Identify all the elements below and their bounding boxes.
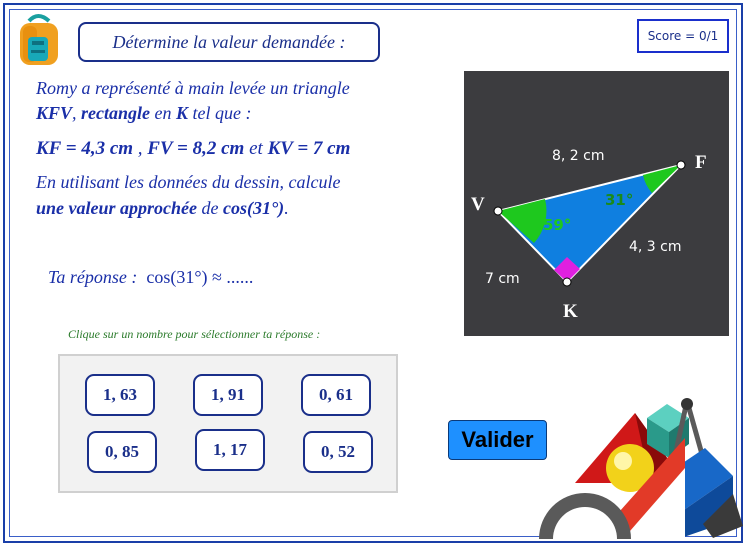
triangle-drawing: [464, 71, 729, 336]
score-badge: Score = 0/1: [637, 19, 729, 53]
backpack-icon: [14, 13, 64, 67]
separator: ,: [72, 103, 77, 123]
rectangle-word: rectangle: [81, 103, 151, 123]
answer-line: [48, 267, 253, 288]
side-kv-label: 7 cm: [485, 271, 520, 287]
point-v: [494, 207, 502, 215]
en-word: en: [154, 103, 172, 123]
length-fv: FV = 8,2 cm: [147, 138, 245, 159]
page-title: Détermine la valeur demandée :: [78, 22, 380, 62]
geometry-tools-illustration: [535, 398, 745, 540]
right-vertex: K: [176, 103, 189, 123]
statement-line-1: Romy a représenté à main levée un triangle: [36, 78, 350, 98]
triangle-figure: [464, 71, 729, 336]
side-fv-label: 8, 2 cm: [552, 148, 605, 164]
choice-button-4[interactable]: 0, 85: [87, 431, 157, 473]
cos-expression: cos(31°): [223, 198, 285, 218]
choice-button-5[interactable]: 1, 17: [195, 429, 265, 471]
angle-f-label: 31°: [605, 191, 634, 209]
select-hint: Clique sur un nombre pour sélectionner ta réponse :: [68, 327, 321, 341]
validate-button[interactable]: Valider: [448, 420, 547, 460]
statement-line-3: KF = 4,3 cm , FV = 8,2 cm et KV = 7 cm: [36, 138, 351, 159]
answer-choices-panel: [58, 354, 398, 493]
de-word: de: [201, 198, 219, 218]
label-v: V: [471, 194, 485, 215]
answer-expression: cos(31°) ≈ ......: [146, 267, 254, 287]
statement-line-5: [36, 198, 289, 219]
choice-button-3[interactable]: 0, 61: [301, 374, 371, 416]
length-kv: KV = 7 cm: [267, 138, 351, 159]
choice-button-2[interactable]: 1, 91: [193, 374, 263, 416]
statement-line-4: En utilisant les données du dessin, calcule: [36, 172, 341, 192]
et-word: et: [249, 138, 263, 159]
approx-phrase: une valeur approchée: [36, 198, 197, 218]
triangle-name: KFV: [36, 103, 73, 123]
label-f: F: [695, 152, 707, 173]
point-k: [563, 278, 571, 286]
length-kf: KF = 4,3 cm: [36, 138, 134, 159]
label-k: K: [563, 301, 578, 322]
side-kf-label: 4, 3 cm: [629, 239, 682, 255]
choice-button-1[interactable]: 1, 63: [85, 374, 155, 416]
line2-tail: tel que :: [192, 103, 252, 123]
point-f: [677, 161, 685, 169]
answer-label: Ta réponse :: [48, 267, 138, 287]
period: .: [284, 198, 289, 218]
choice-button-6[interactable]: 0, 52: [303, 431, 373, 473]
angle-v-label: 59°: [543, 216, 572, 234]
statement-line-2: [36, 103, 252, 124]
